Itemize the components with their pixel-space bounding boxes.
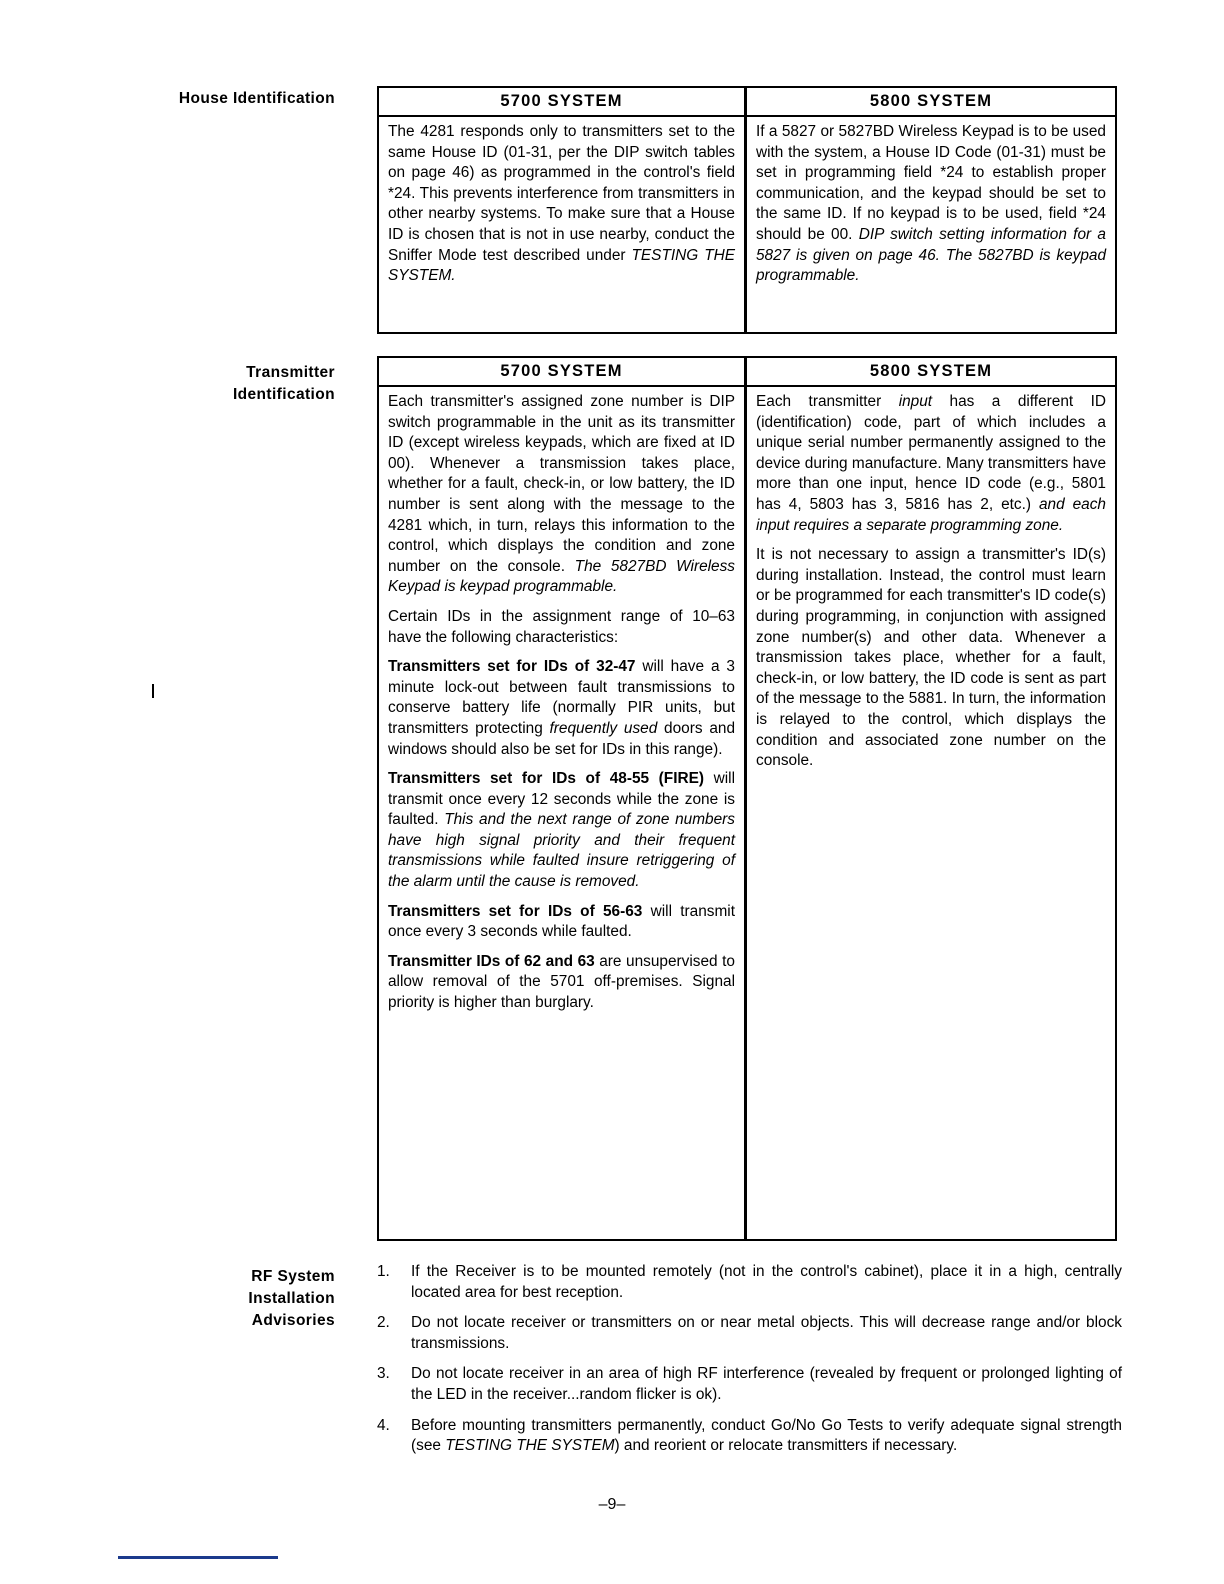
paragraph: Transmitters set for IDs of 56-63 will transmit once every 3 seconds while faulted. [388, 902, 735, 941]
transmitter-identification-table [377, 356, 1117, 1241]
paragraph: It is not necessary to assign a transmitter's ID(s) during installation. Instead, the control must learn or be programmed for each transmitter's ID code(s) during programming, in conjunction with assigned zone number(s) and other data. Whenever a transmission takes place, whether for a fault, check-in, or low battery, the ID code is sent as part of the message to the 5881. In turn, the information is relayed to the control, which displays the condition and associated zone number on the console. [756, 546, 1106, 770]
advisory-number: 2. [377, 1314, 390, 1332]
heading-line: Transmitter [246, 364, 335, 381]
section-heading-house-identification [95, 88, 335, 110]
paragraph: Transmitter IDs of 62 and 63 are unsupervised to allow removal of the 5701 off-premises. Signal priority is higher than burglary. [388, 952, 735, 1012]
transmitter-5800-body [747, 387, 1115, 776]
table-column-5800 [747, 358, 1115, 1239]
advisory-text: Do not locate receiver or transmitters on or near metal objects. This will decrease range and/or block transmissions. [411, 1314, 1122, 1352]
advisory-item [377, 1416, 1122, 1457]
table-column-5800 [747, 88, 1115, 332]
column-header-5800: 5800 SYSTEM [747, 88, 1115, 117]
footer-rule [118, 1556, 278, 1559]
paragraph: Each transmitter's assigned zone number is DIP switch programmable in the unit as its transmitter ID (except wireless keypads, which are fixed at ID 00). Whenever a transmission takes place, whether for a fault, check-in, or low battery, the ID number is sent along with the message to the 4281 which, in turn, relays this information to the control, which displays the condition and zone number on the console. The 5827BD Wireless Keypad is keypad programmable. [388, 393, 735, 596]
heading-line: House Identification [178, 90, 335, 107]
table-column-5700 [379, 88, 747, 332]
column-header-5700: 5700 SYSTEM [379, 358, 744, 387]
section-heading-transmitter-identification [95, 362, 335, 406]
paragraph: Each transmitter input has a different ID (identification) code, part of which includes a unique serial number permanently assigned to the device during manufacture. Many transmitters have more than one input, hence ID code (e.g., 5801 has 4, 5803 has 3, 5816 has 2, etc.) and each input requires a separate programming zone. [756, 393, 1107, 534]
paragraph: Transmitters set for IDs of 32-47 will have a 3 minute lock-out between fault transmissions to conserve battery life (normally PIR units, but transmitters protecting frequently used doors and windows should also be set for IDs in this range). [388, 658, 736, 758]
advisory-text: Do not locate receiver in an area of high RF interference (revealed by frequent or prolonged lighting of the LED in the receiver...random flicker is ok). [411, 1365, 1122, 1403]
paragraph: Transmitters set for IDs of 48-55 (FIRE) will transmit once every 12 seconds while the zone is faulted. This and the next range of zone numbers have high signal priority and their frequent transmissions while faulted insure retriggering of the alarm until the cause is removed. [388, 770, 736, 891]
rf-installation-advisories-list [377, 1262, 1122, 1467]
advisory-text: Before mounting transmitters permanently, conduct Go/No Go Tests to verify adequate signal strength (see TESTING THE SYSTEM) and reorient or relocate transmitters if necessary. [411, 1416, 1122, 1455]
section-heading-rf-system-installation-advisories [95, 1266, 335, 1332]
advisory-item [377, 1313, 1122, 1354]
table-column-5700 [379, 358, 747, 1239]
column-header-5700: 5700 SYSTEM [379, 88, 744, 117]
advisory-number: 3. [377, 1365, 390, 1383]
page-number: –9– [598, 1496, 626, 1513]
advisory-text: If the Receiver is to be mounted remotely (not in the control's cabinet), place it in a high, centrally located area for best reception. [411, 1263, 1122, 1301]
house-5800-body: If a 5827 or 5827BD Wireless Keypad is to be used with the system, a House ID Code (01-31) must be set in programming field *24 to establish proper communication, and the keypad should be set to the same ID. If no keypad is to be used, field *24 should be 00. DIP switch setting information for a 5827 is given on page 46. The 5827BD is keypad programmable. [756, 123, 1106, 285]
heading-line: Installation [248, 1290, 335, 1307]
advisory-item [377, 1262, 1122, 1303]
heading-line: Identification [232, 386, 335, 403]
heading-line: RF System [251, 1268, 335, 1285]
column-header-5800: 5800 SYSTEM [747, 358, 1115, 387]
advisory-number: 4. [377, 1416, 390, 1434]
transmitter-5700-body [379, 387, 744, 1018]
margin-tick-mark [152, 684, 154, 698]
advisory-number: 1. [377, 1263, 390, 1280]
paragraph: Certain IDs in the assignment range of 10–63 have the following characteristics: [388, 607, 735, 646]
house-identification-table [377, 86, 1117, 334]
advisory-item [377, 1364, 1122, 1405]
heading-line: Advisories [251, 1312, 335, 1329]
house-5700-body: The 4281 responds only to transmitters set to the same House ID (01-31, per the DIP switch tables on page 46) as programmed in the control's field *24. This prevents interference from transmitters in other nearby systems. To make sure that a House ID is chosen that is not in use nearby, conduct the Sniffer Mode test described under TESTING THE SYSTEM. [388, 123, 735, 285]
